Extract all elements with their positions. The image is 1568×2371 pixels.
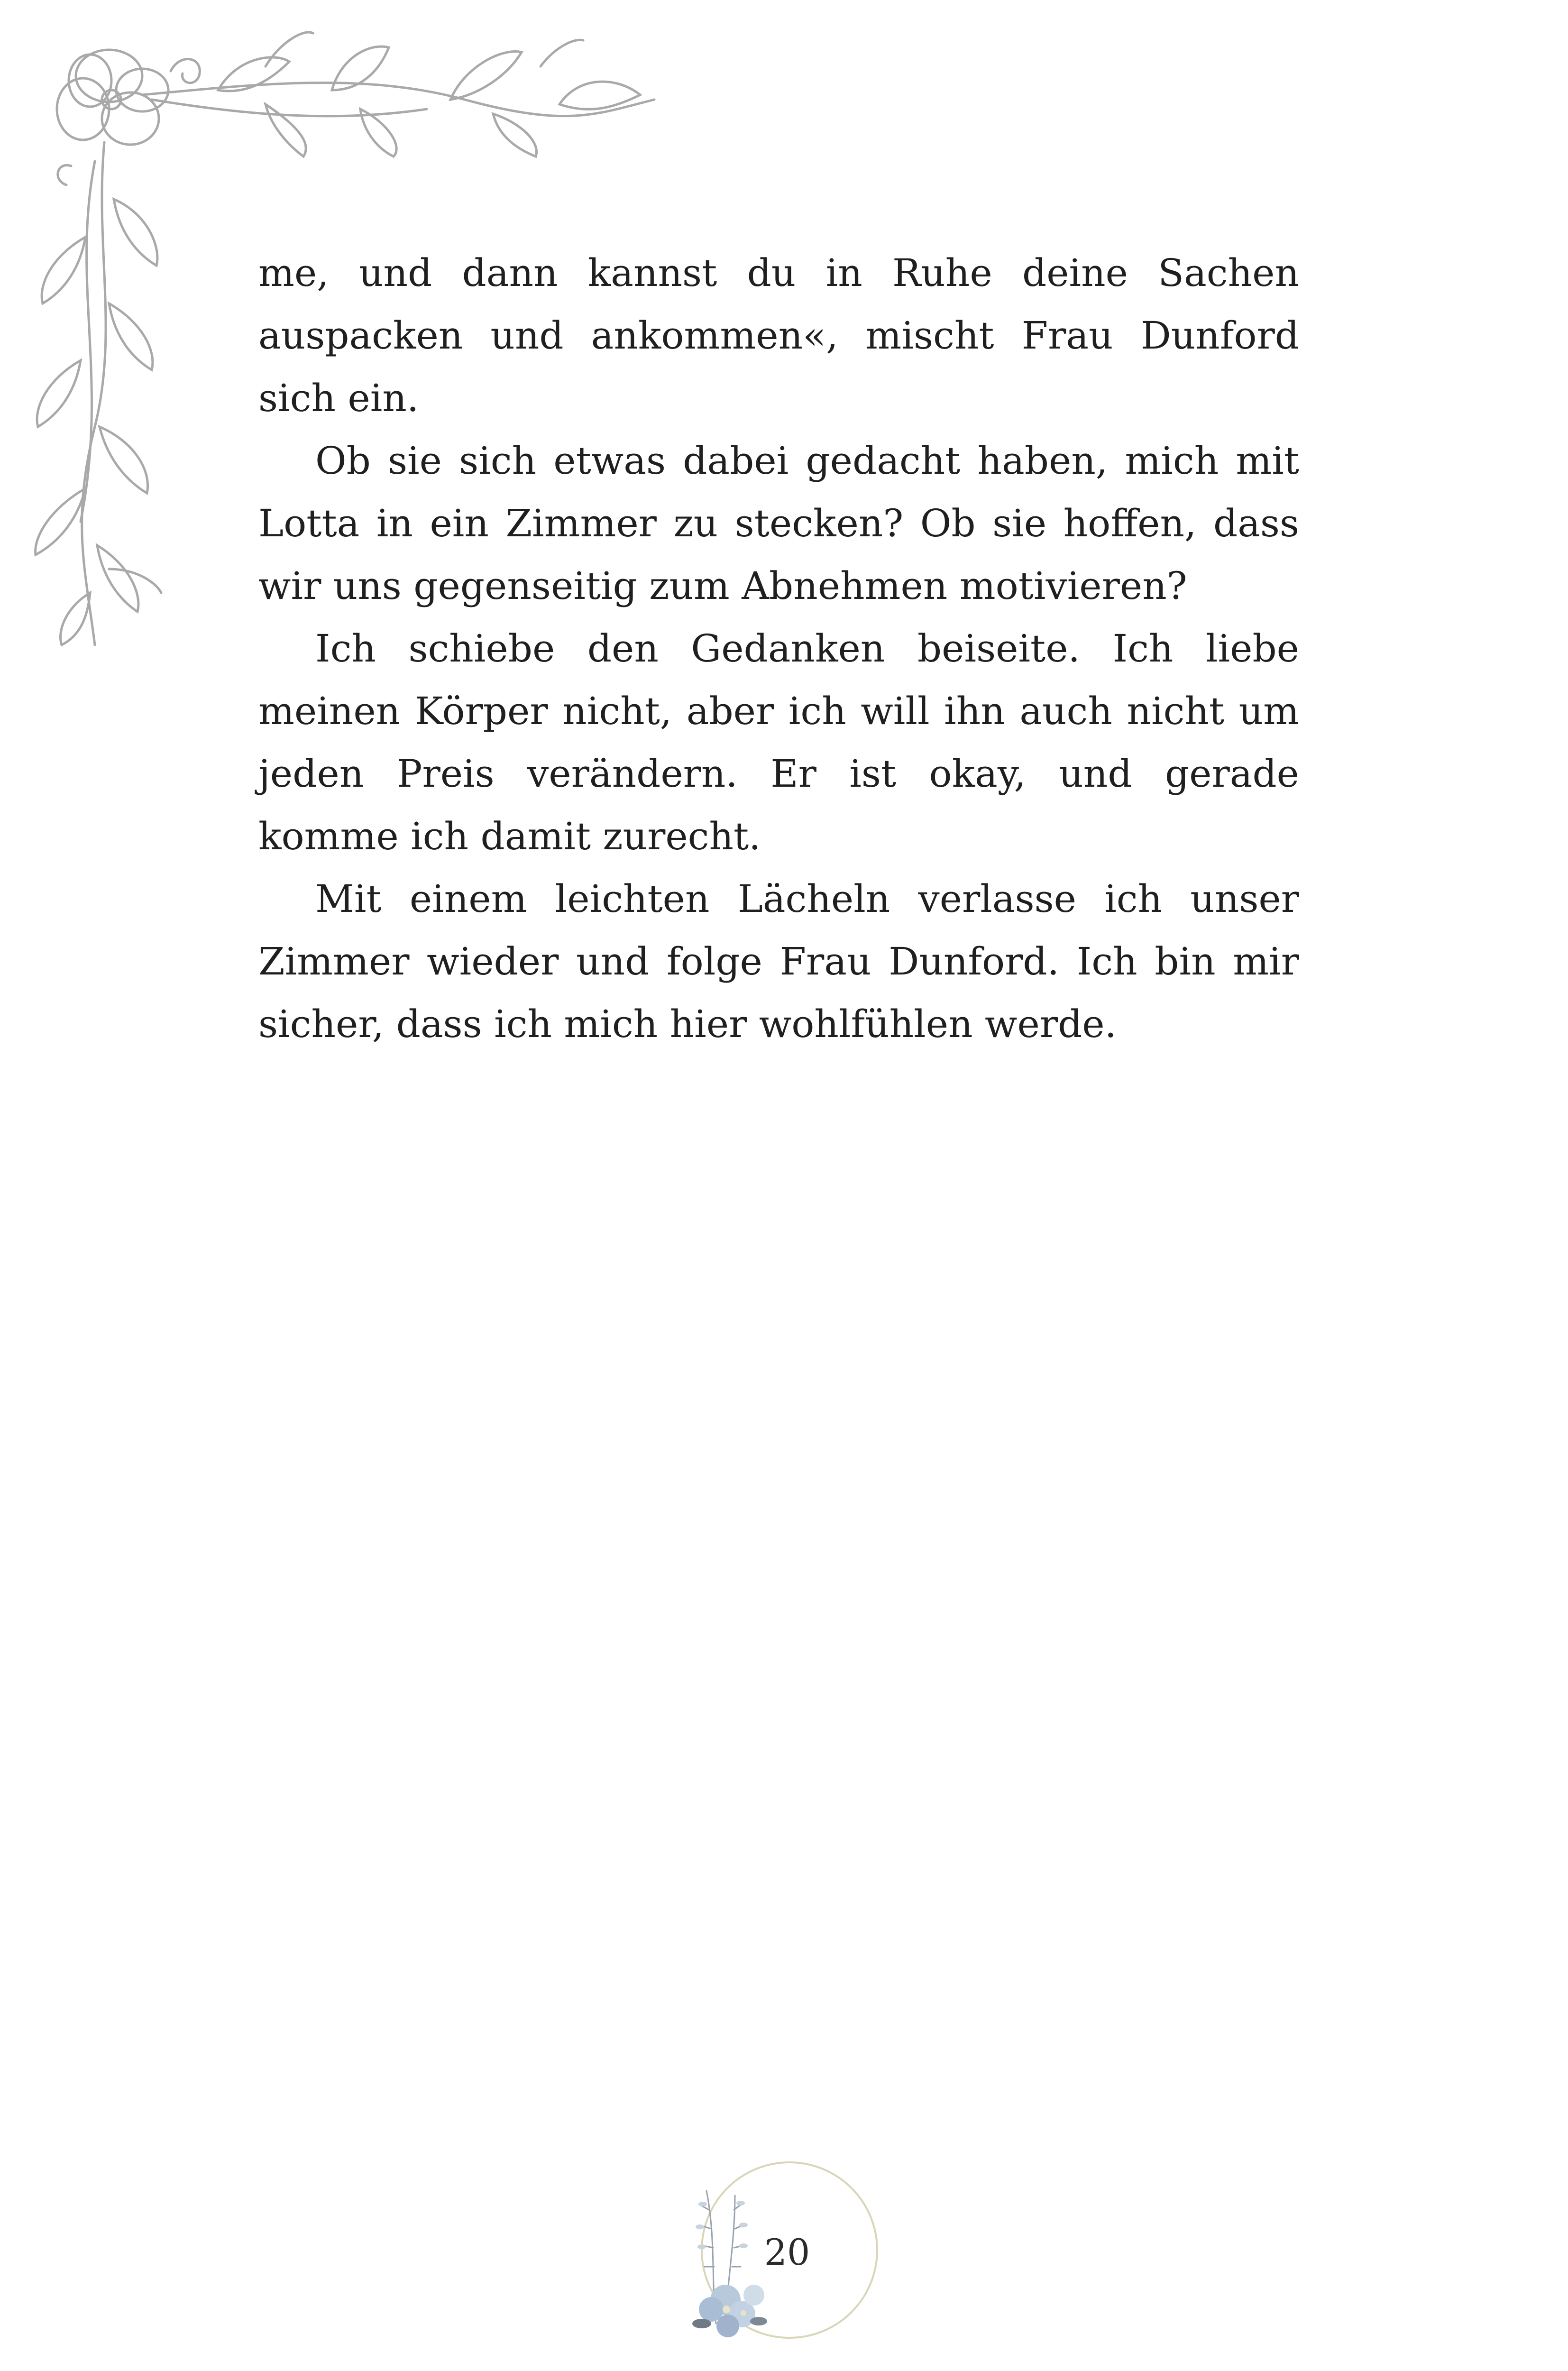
paragraph: Mit einem leichten Lächeln verlasse ich unser Zimmer wieder und folge Frau Dunford. Ich bin mir sicher, dass ich mich hier wohlfühlen werde. (258, 877, 1299, 1046)
flower-icon (57, 50, 168, 145)
page-number: 20 (764, 2231, 810, 2273)
flower-icon (692, 2285, 767, 2337)
paragraph: me, und dann kannst du in Ruhe deine Sachen auspacken und ankommen«, mischt Frau Dunford sich ein. (258, 251, 1299, 420)
paragraph: Ich schiebe den Gedanken beiseite. Ich liebe meinen Körper nicht, aber ich will ihn auch nicht um jeden Preis verändern. Er ist okay, und gerade komme ich damit zurecht. (258, 626, 1299, 858)
paragraph: Ob sie sich etwas dabei gedacht haben, mich mit Lotta in ein Zimmer zu stecken? Ob sie hoffen, dass wir uns gegenseitig zum Abnehmen motivieren? (258, 439, 1299, 608)
page-footer (683, 2153, 882, 2352)
body-text (258, 242, 1299, 1056)
